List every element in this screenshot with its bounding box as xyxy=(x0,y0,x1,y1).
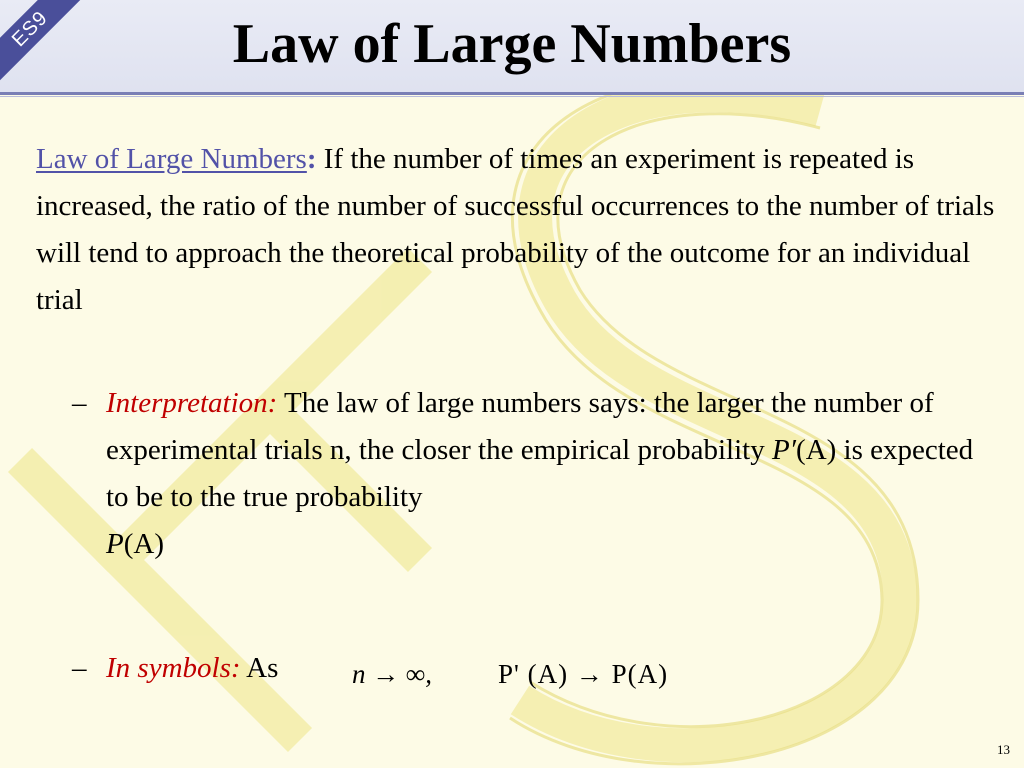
definition-paragraph xyxy=(36,136,996,324)
definition-colon: : xyxy=(306,143,317,175)
interpretation-text-2: (A) is expected to be to the true probability xyxy=(106,434,974,513)
symbols-as-text: As xyxy=(240,652,279,684)
interpretation-text: The law of large numbers says: the larger the number of experimental trials n, the closer the empirical probability xyxy=(106,387,934,466)
symbols-label: In symbols: xyxy=(106,652,241,684)
interpretation-body xyxy=(106,380,1002,568)
slide-title: Law of Large Numbers xyxy=(232,13,792,75)
definition-text: If the number of times an experiment is repeated is increased, the ratio of the number of successful occurrences to the number of trials will tend to approach the theoretical probability of the outcome for an individual trial xyxy=(36,143,995,316)
definition-term-link[interactable]: Law of Large Numbers xyxy=(36,143,307,175)
page-number: 13 xyxy=(997,742,1010,757)
p-symbol: P xyxy=(106,528,124,560)
dash-bullet-icon: – xyxy=(72,387,87,419)
es9-badge: ES9 xyxy=(0,0,83,82)
title-bar-divider xyxy=(0,96,1024,97)
interpretation-item xyxy=(72,380,1002,568)
p-prime-symbol: P′ xyxy=(771,434,797,466)
formula-left-text: n → ∞, xyxy=(352,659,432,689)
dash-bullet-icon-2: – xyxy=(72,652,87,684)
interpretation-label: Interpretation: xyxy=(106,387,278,419)
formula-right-text: P' (A) → P(A) xyxy=(498,659,669,689)
interpretation-text-3: (A) xyxy=(123,528,164,560)
formula-p-prime-to-p xyxy=(498,656,668,692)
formula-n-to-infinity xyxy=(352,656,432,692)
